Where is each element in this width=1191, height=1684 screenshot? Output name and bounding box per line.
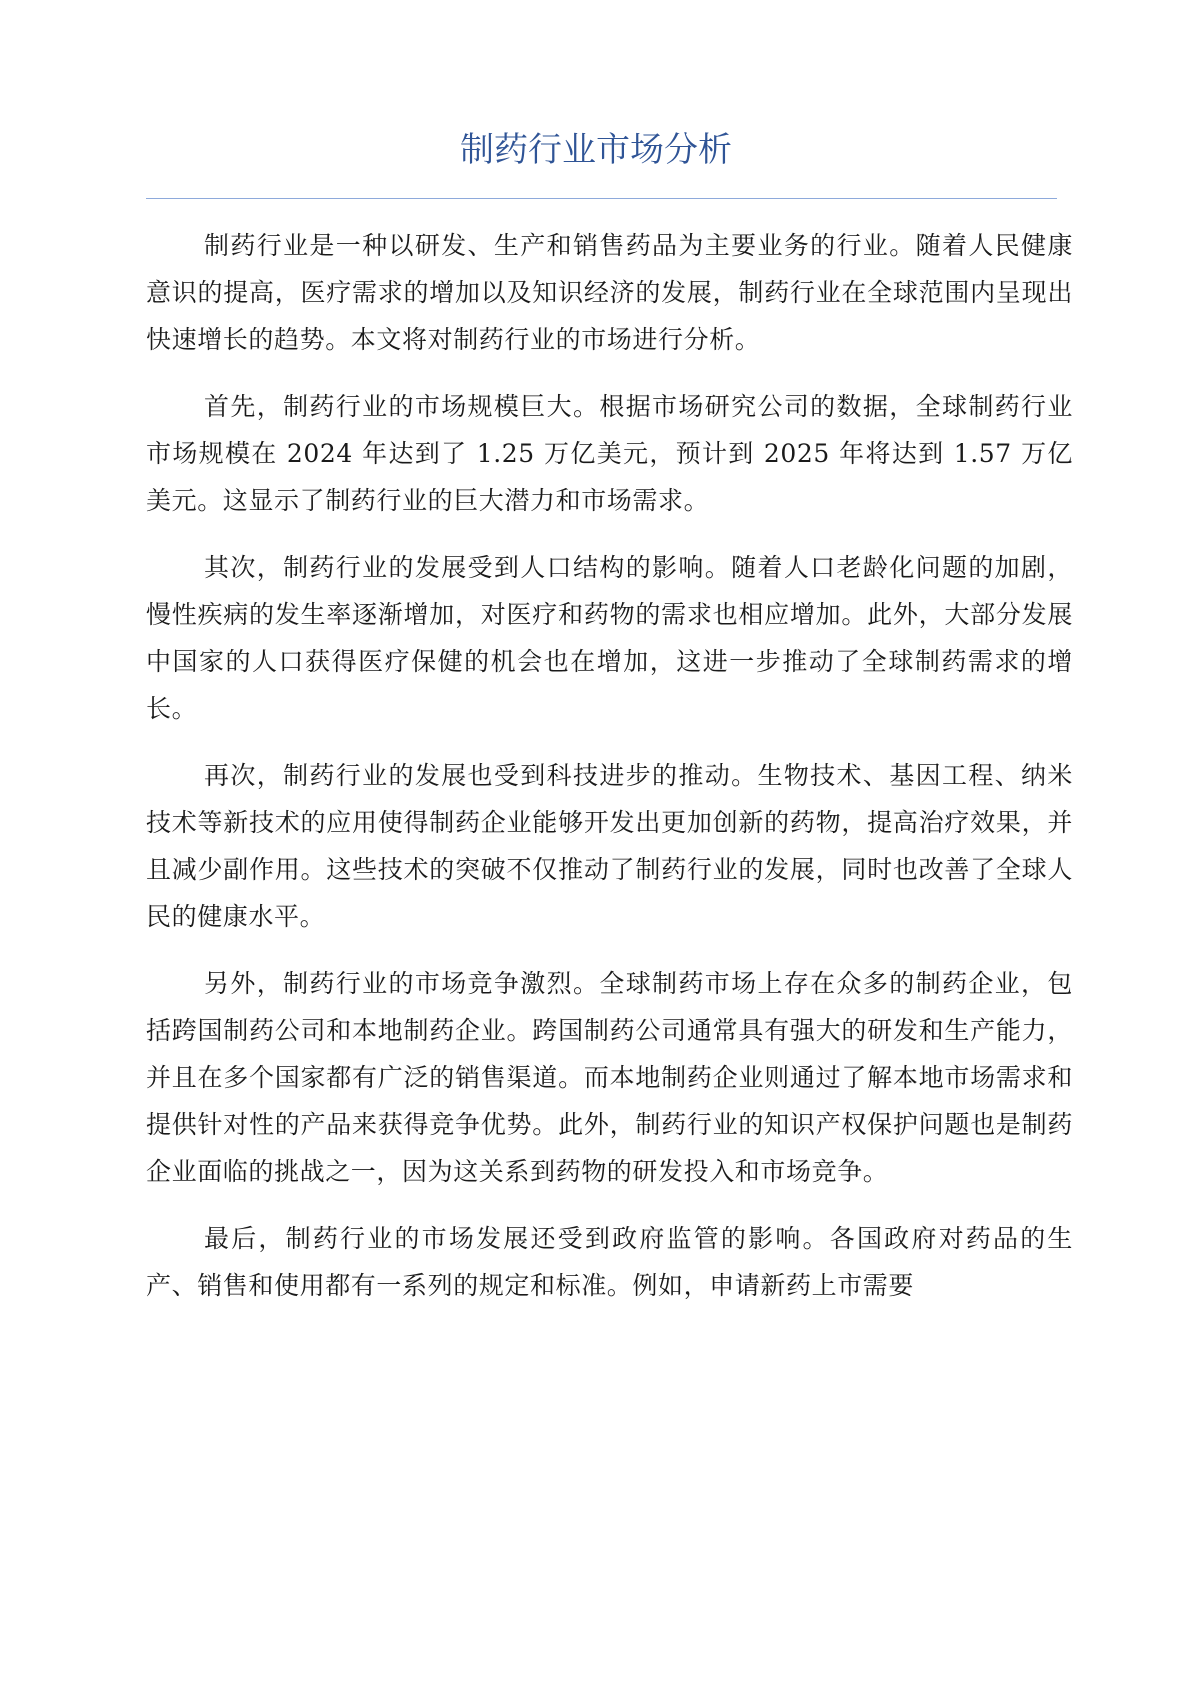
paragraph-4: 再次，制药行业的发展也受到科技进步的推动。生物技术、基因工程、纳米技术等新技术的应用使得制药企业能够开发出更加创新的药物，提高治疗效果，并且减少副作用。这些技术的突破不仅推动了制药行业的发展，同时也改善了全球人民的健康水平。 — [146, 761, 1073, 931]
paragraph-1: 制药行业是一种以研发、生产和销售药品为主要业务的行业。随着人民健康意识的提高，医疗需求的增加以及知识经济的发展，制药行业在全球范围内呈现出快速增长的趋势。本文将对制药行业的市场进行分析。 — [146, 231, 1073, 354]
paragraph-5: 另外，制药行业的市场竞争激烈。全球制药市场上存在众多的制药企业，包括跨国制药公司和本地制药企业。跨国制药公司通常具有强大的研发和生产能力，并且在多个国家都有广泛的销售渠道。而本地制药企业则通过了解本地市场需求和提供针对性的产品来获得竞争优势。此外，制药行业的知识产权保护问题也是制药企业面临的挑战之一，因为这关系到药物的研发投入和市场竞争。 — [146, 969, 1073, 1186]
paragraph-6: 最后，制药行业的市场发展还受到政府监管的影响。各国政府对药品的生产、销售和使用都有一系列的规定和标准。例如，申请新药上市需要 — [146, 1224, 1073, 1300]
paragraph-3: 其次，制药行业的发展受到人口结构的影响。随着人口老龄化问题的加剧，慢性疾病的发生率逐渐增加，对医疗和药物的需求也相应增加。此外，大部分发展中国家的人口获得医疗保健的机会也在增加，这进一步推动了全球制药需求的增长。 — [146, 553, 1073, 723]
document-title: 制药行业市场分析 — [460, 130, 732, 170]
paragraph-2: 首先，制药行业的市场规模巨大。根据市场研究公司的数据，全球制药行业市场规模在 2024 年达到了 1.25 万亿美元，预计到 2025 年将达到 1.57 万亿美元。这显示了制药行业的巨大潜力和市场需求。 — [146, 392, 1073, 515]
title-underline — [146, 198, 1057, 199]
document-body — [146, 222, 1073, 1329]
